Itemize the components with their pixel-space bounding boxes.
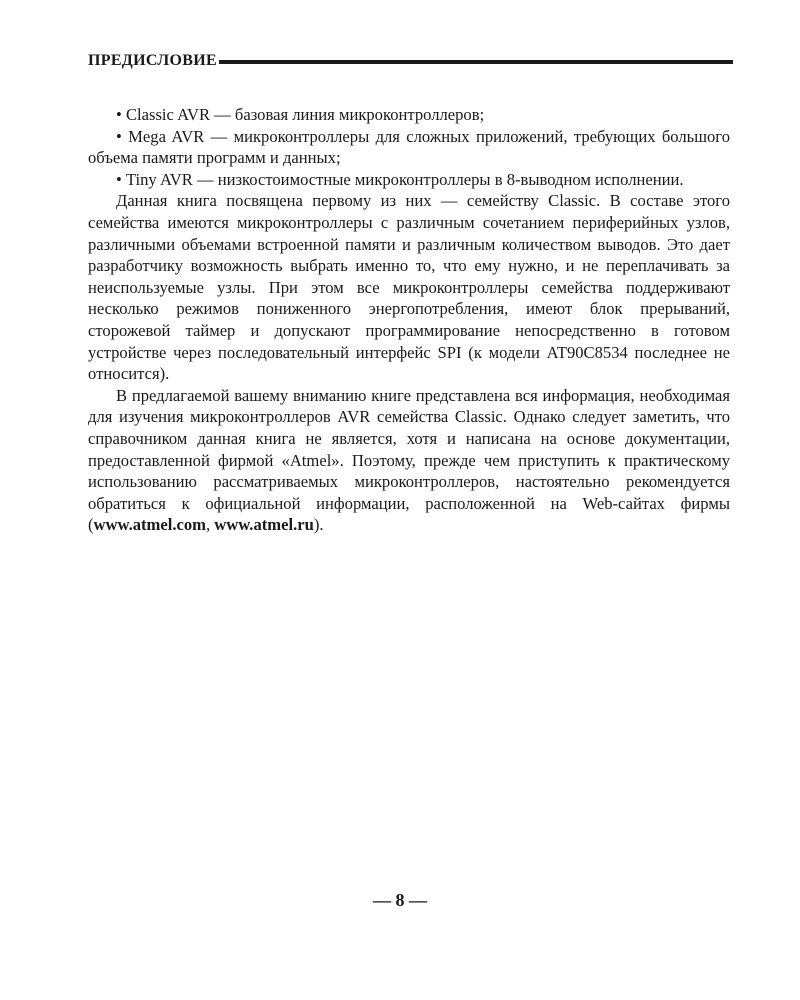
link-atmel-com: www.atmel.com	[93, 515, 206, 535]
page-body	[88, 104, 730, 536]
paragraph-documentation	[88, 385, 730, 536]
link-separator: ,	[205, 515, 215, 535]
header-title: ПРЕДИСЛОВИЕ	[88, 52, 217, 69]
running-header	[88, 50, 733, 72]
link-atmel-ru: www.atmel.ru	[214, 515, 314, 535]
bullet-item-tiny: • Tiny AVR — низкостоимостные микроконтроллеры в 8-выводном исполнении.	[88, 169, 730, 191]
paragraph-classic-family: Данная книга посвящена первому из них — семейству Classic. В составе этого семейства имеются микроконтроллеры с различным сочетанием периферийных узлов, различными объемами встроенной памяти и различным количеством выводов. Это дает разработчику возможность выбрать именно то, что ему нужно, и не переплачивать за неиспользуемые узлы. При этом все микроконтроллеры семейства поддерживают несколько режимов пониженного энергопотребления, имеют блок прерываний, сторожевой таймер и допускают программирование непосредственно в готовом устройстве через последовательный интерфейс SPI (к модели AT90C8534 последнее не относится).	[88, 191, 730, 384]
page-number: — 8 —	[373, 890, 427, 910]
header-rule	[219, 60, 733, 64]
bullet-item-mega: • Mega AVR — микроконтроллеры для сложных приложений, требующих большого объема памяти программ и данных;	[88, 126, 730, 169]
paragraph-documentation-end: ).	[313, 515, 324, 535]
bullet-item-classic: • Classic AVR — базовая линия микроконтроллеров;	[88, 104, 730, 126]
paragraph-documentation-text: В предлагаемой вашему вниманию книге представлена вся информация, необходимая для изучения микроконтроллеров AVR семейства Classic. Однако следует заметить, что справочником данная книга не является, хотя и написана на основе документации, предоставленной фирмой «Atmel». Поэтому, прежде чем приступить к практическому использованию рассматриваемых микроконтроллеров, настоятельно рекомендуется обратиться к официальной информации, расположенной на Web-сайтах фирмы (	[88, 385, 730, 535]
